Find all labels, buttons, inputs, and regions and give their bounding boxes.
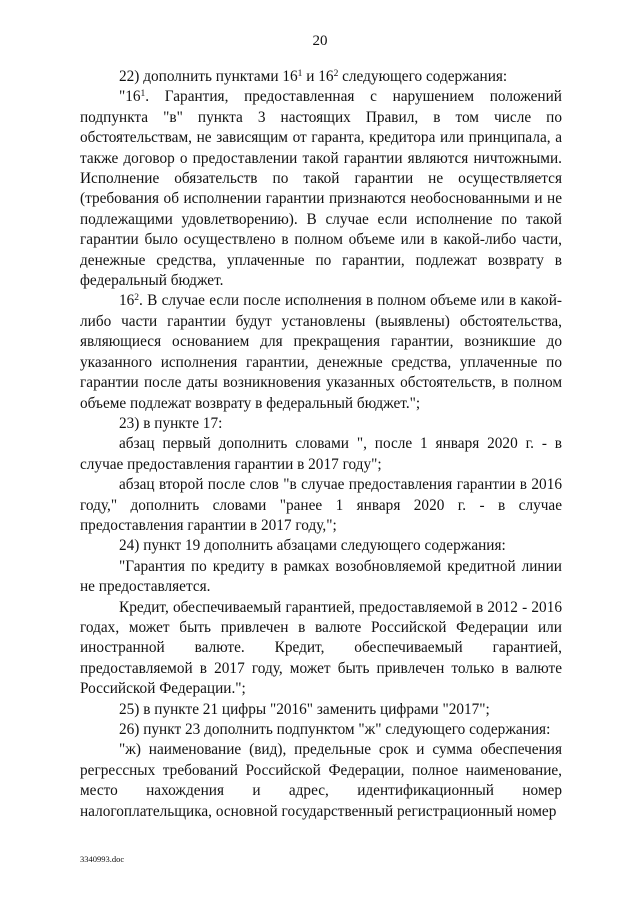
text-run: "ж) наименование (вид), предельные срок и сумма обеспечения регрессных требований Российской Федерации, полное наименование, место нахождения и адрес, идентификационный номер налогоплательщика, основной государственный регистрационный номер [80,741,562,820]
text-run: следующего содержания: [338,68,508,85]
paragraph-item-22 [80,67,562,87]
text-run: 16 [119,292,135,310]
text-run: и 16 [302,68,334,85]
paragraph-item-25 [80,700,562,720]
text-run: 26) пункт 23 дополнить подпунктом "ж" следующего содержания: [119,721,551,738]
paragraph-item-26-subpoint-zh [80,740,562,822]
paragraph-item-24-quote-1 [80,557,562,598]
superscript: 2 [333,69,339,79]
page-number: 20 [312,33,328,49]
superscript: 2 [134,293,140,304]
text-run: 25) в пункте 21 цифры "2016" заменить цифрами "2017"; [119,700,490,718]
text-run: абзац второй после слов "в случае предоставления гарантии в 2016 году," дополнить словами "ранее 1 января 2020 г. - в случае предоставления гарантии в 2017 году,"; [80,476,562,534]
paragraph-clause-16-1 [80,87,562,291]
text-run: . Гарантия, предоставленная с нарушением положений подпункта "в" пункта 3 настоящих Правил, в том числе по обстоятельствам, не зависящим от гаранта, кредитора или принципала, а также договор о предоставлении такой гарантии являются ничтожными. Исполнение обязательств по такой гарантии не осуществляется (требования об исполнении гарантии признаются необоснованными и не подлежащими удовлетворению). В случае если исполнение по такой гарантии было осуществлено в полном объеме или в какой-либо части, денежные средства, уплаченные по гарантии, подлежат возврату в федеральный бюджет. [80,88,562,290]
paragraph-clause-16-2 [80,291,562,413]
paragraph-item-24-quote-2 [80,598,562,700]
text-run: абзац первый дополнить словами ", после 1 января 2020 г. - в случае предоставления гарантии в 2017 году"; [80,435,562,473]
text-run: Кредит, обеспечиваемый гарантией, предоставляемой в 2012 - 2016 годах, может быть привлечен в валюте Российской Федерации или иностранной валюте. Кредит, обеспечиваемый гарантией, предоставляемой в 2017 году, может быть привлечен только в валюте Российской Федерации."; [80,598,562,698]
document-body [80,67,562,822]
superscript: 1 [297,69,303,79]
paragraph-item-23 [80,414,562,434]
paragraph-item-26 [80,720,562,740]
text-run: "16 [119,88,141,106]
text-run: 22) дополнить пунктами 16 [119,68,298,85]
paragraph-item-24 [80,536,562,556]
text-run: "Гарантия по кредиту в рамках возобновляемой кредитной линии не предоставляется. [80,557,562,596]
footer-filename: 3340993.doc [80,854,125,864]
paragraph-item-23-abzac-1 [80,434,562,475]
paragraph-item-23-abzac-2 [80,475,562,536]
text-run: . В случае если после исполнения в полном объеме или в какой-либо части гарантии будут установлены (выявлены) обстоятельства, являющиеся основанием для прекращения гарантии, возникшие до указанного исполнения гарантии, денежные средства, уплаченные по гарантии после даты возникновения указанных обстоятельств, в полном объеме подлежат возврату в федеральный бюджет."; [80,292,562,412]
superscript: 1 [140,89,146,100]
text-run: 23) в пункте 17: [119,414,223,432]
text-run: 24) пункт 19 дополнить абзацами следующего содержания: [119,537,506,555]
